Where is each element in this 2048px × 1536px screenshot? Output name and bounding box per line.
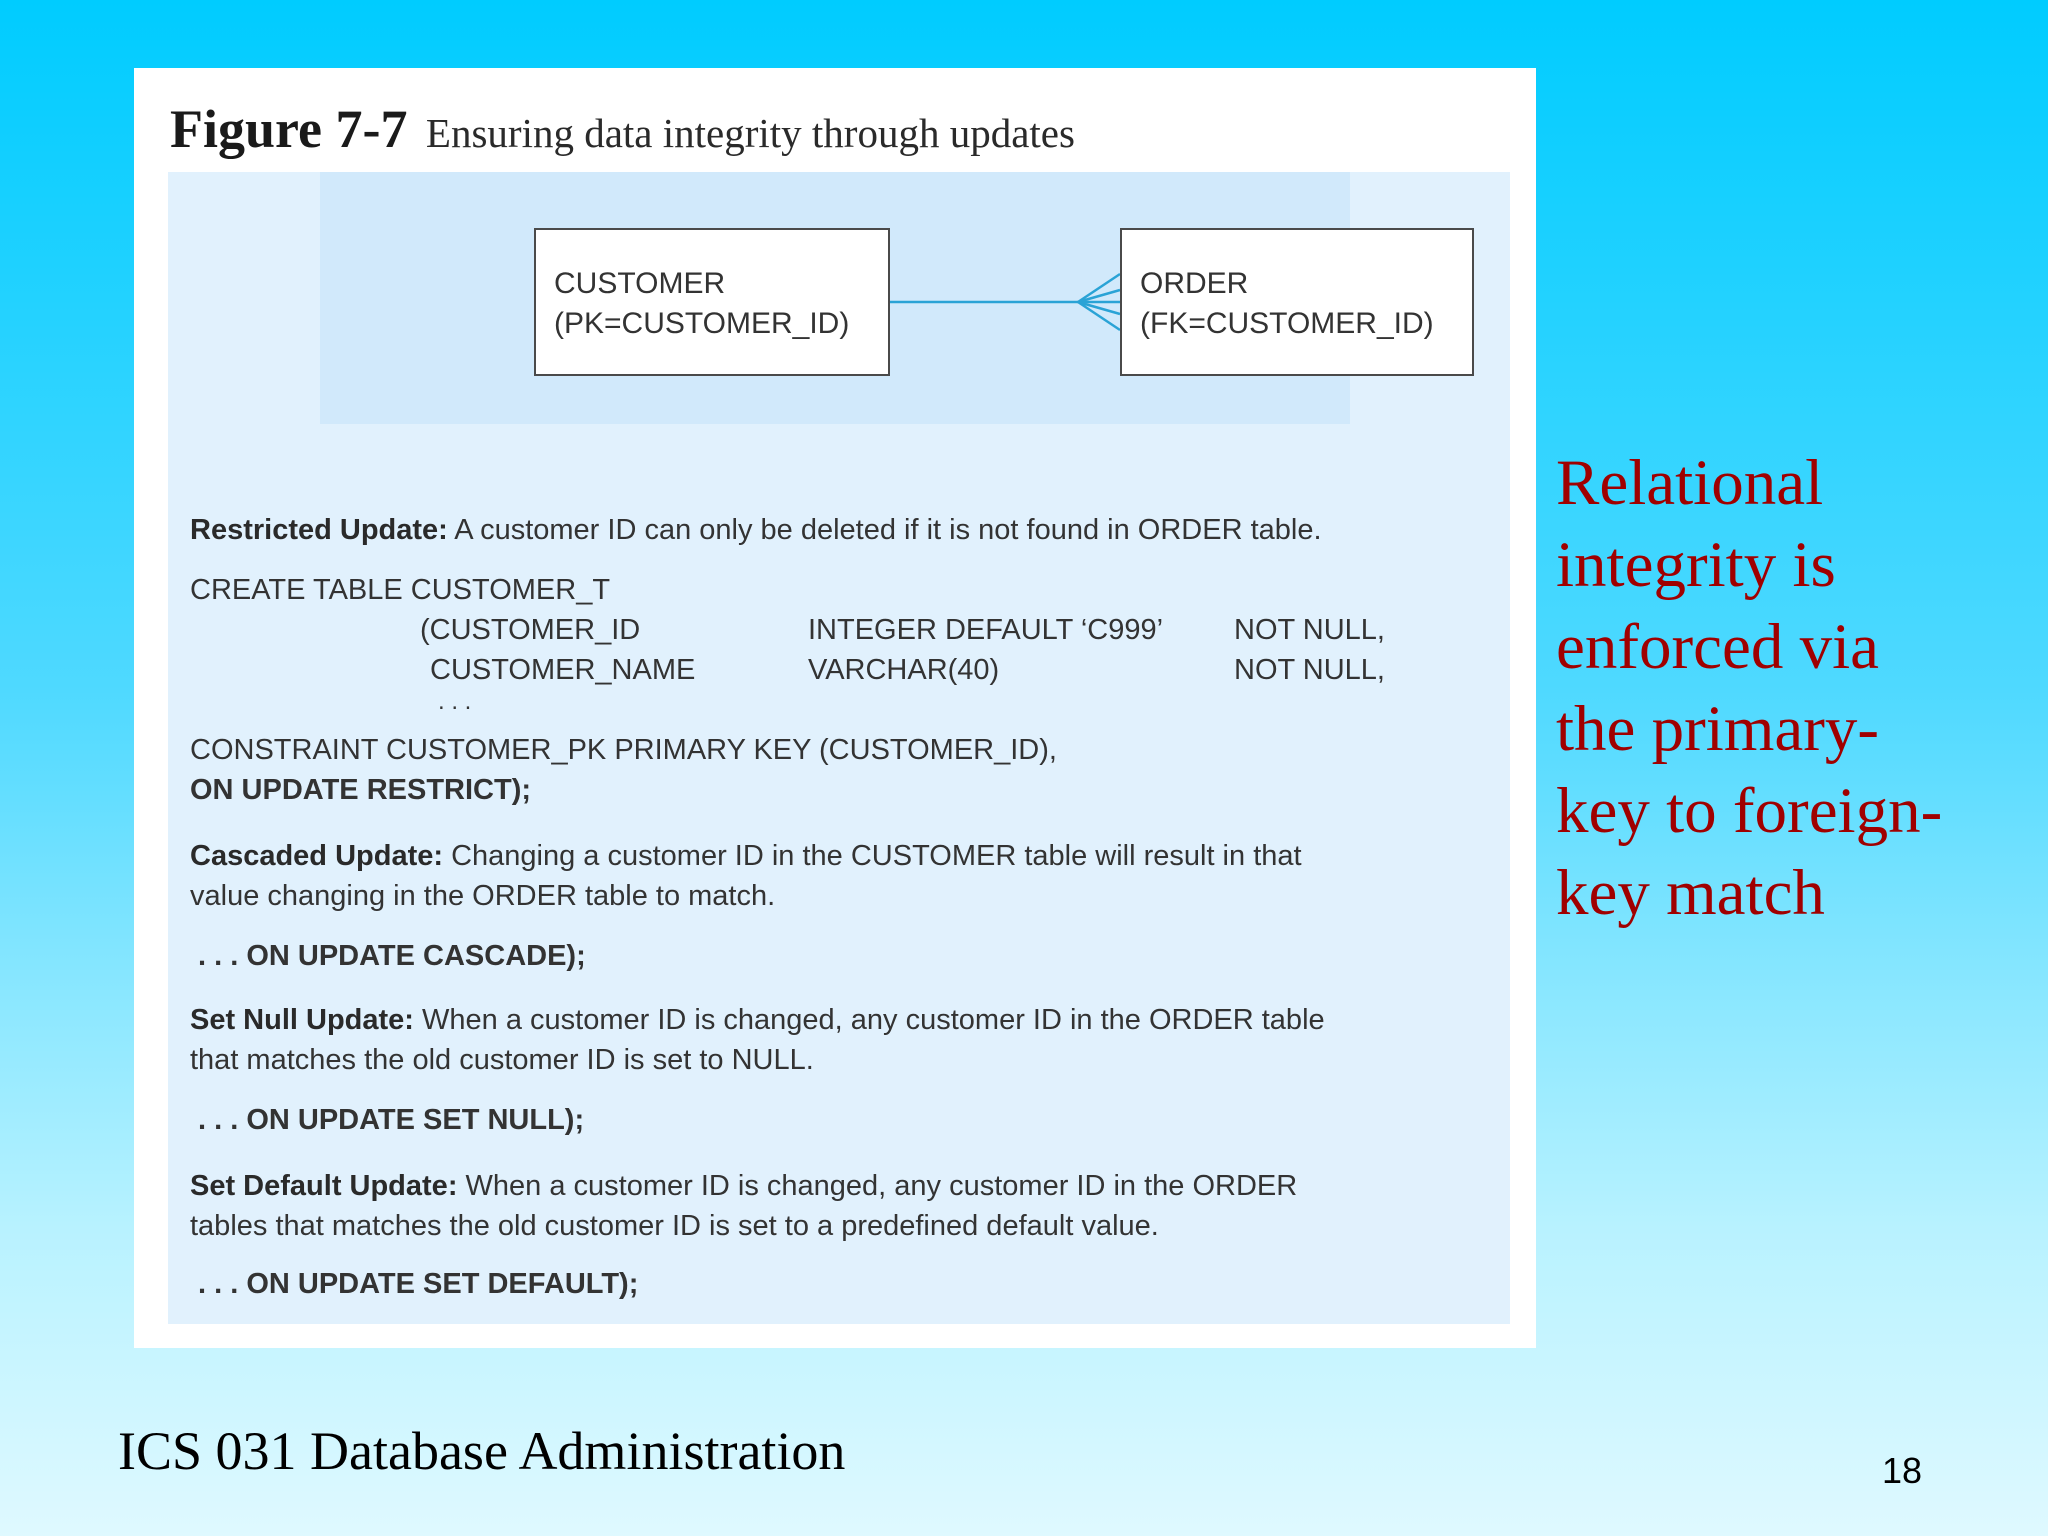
side-statement [1556,442,2036,934]
sql-col2-type: VARCHAR(40) [808,654,1000,686]
cascaded-update-description [190,836,1302,916]
order-entity-key: (FK=CUSTOMER_ID) [1140,307,1434,340]
sql-on-update-set-default: . . . ON UPDATE SET DEFAULT); [198,1268,639,1300]
set-default-update-label: Set Default Update: [190,1170,458,1202]
side-statement-line-1: Relational [1556,447,1824,519]
set-null-update-label: Set Null Update: [190,1004,414,1036]
er-diagram [320,172,1434,424]
sql-col1-null: NOT NULL, [1234,614,1385,646]
cascaded-update-text-1: Changing a customer ID in the CUSTOMER table will result in that [443,840,1302,872]
cascaded-update-label: Cascaded Update: [190,840,444,872]
figure-title: Ensuring data integrity through updates [425,110,1075,156]
side-statement-line-2: integrity is [1556,529,1836,601]
order-entity [1120,228,1474,376]
figure-header [170,98,1075,160]
figure-panel [134,68,1536,1348]
set-default-update-description [190,1166,1297,1246]
sql-col2-name: CUSTOMER_NAME [430,654,696,686]
set-null-update-description [190,1000,1325,1080]
footer-course-title: ICS 031 Database Administration [118,1421,846,1481]
side-statement-line-3: enforced via [1556,611,1880,683]
set-default-update-text-2: tables that matches the old customer ID is set to a predefined default value. [190,1210,1159,1242]
restricted-update-label: Restricted Update: [190,514,448,546]
side-statement-line-4: the primary- [1556,693,1880,765]
sql-on-update-cascade: . . . ON UPDATE CASCADE); [198,940,586,972]
figure-number: Figure 7-7 [170,99,408,159]
crows-foot-inner-lower [1078,302,1120,314]
page-number: 18 [1882,1450,1923,1491]
restricted-update-text: A customer ID can only be deleted if it is not found in ORDER table. [447,514,1322,546]
set-null-update-text-1: When a customer ID is changed, any customer ID in the ORDER table [413,1004,1325,1036]
customer-entity-key: (PK=CUSTOMER_ID) [554,307,850,340]
sql-create-table: CREATE TABLE CUSTOMER_T [190,574,611,606]
side-statement-line-6: key match [1556,857,1825,929]
crows-foot-lower [1078,302,1120,330]
order-entity-name: ORDER [1140,267,1249,300]
set-null-update-text-2: that matches the old customer ID is set to NULL. [190,1044,814,1076]
figure-body [168,172,1510,1324]
sql-on-update-restrict: ON UPDATE RESTRICT); [190,774,532,806]
sql-ellipsis: . . . [438,688,472,715]
sql-col1-type: INTEGER DEFAULT ‘C999’ [808,614,1164,646]
customer-entity-name: CUSTOMER [554,267,726,300]
sql-col1-name: (CUSTOMER_ID [420,614,641,646]
restricted-update-description [190,510,1322,550]
set-default-update-text-1: When a customer ID is changed, any customer ID in the ORDER [457,1170,1298,1202]
cascaded-update-text-2: value changing in the ORDER table to match. [190,880,776,912]
sql-constraint: CONSTRAINT CUSTOMER_PK PRIMARY KEY (CUSTOMER_ID), [190,734,1057,766]
side-statement-line-5: key to foreign- [1556,775,1943,847]
sql-on-update-set-null: . . . ON UPDATE SET NULL); [198,1104,585,1136]
crows-foot-upper [1078,274,1120,302]
crows-foot-inner-upper [1078,290,1120,302]
sql-col2-null: NOT NULL, [1234,654,1385,686]
